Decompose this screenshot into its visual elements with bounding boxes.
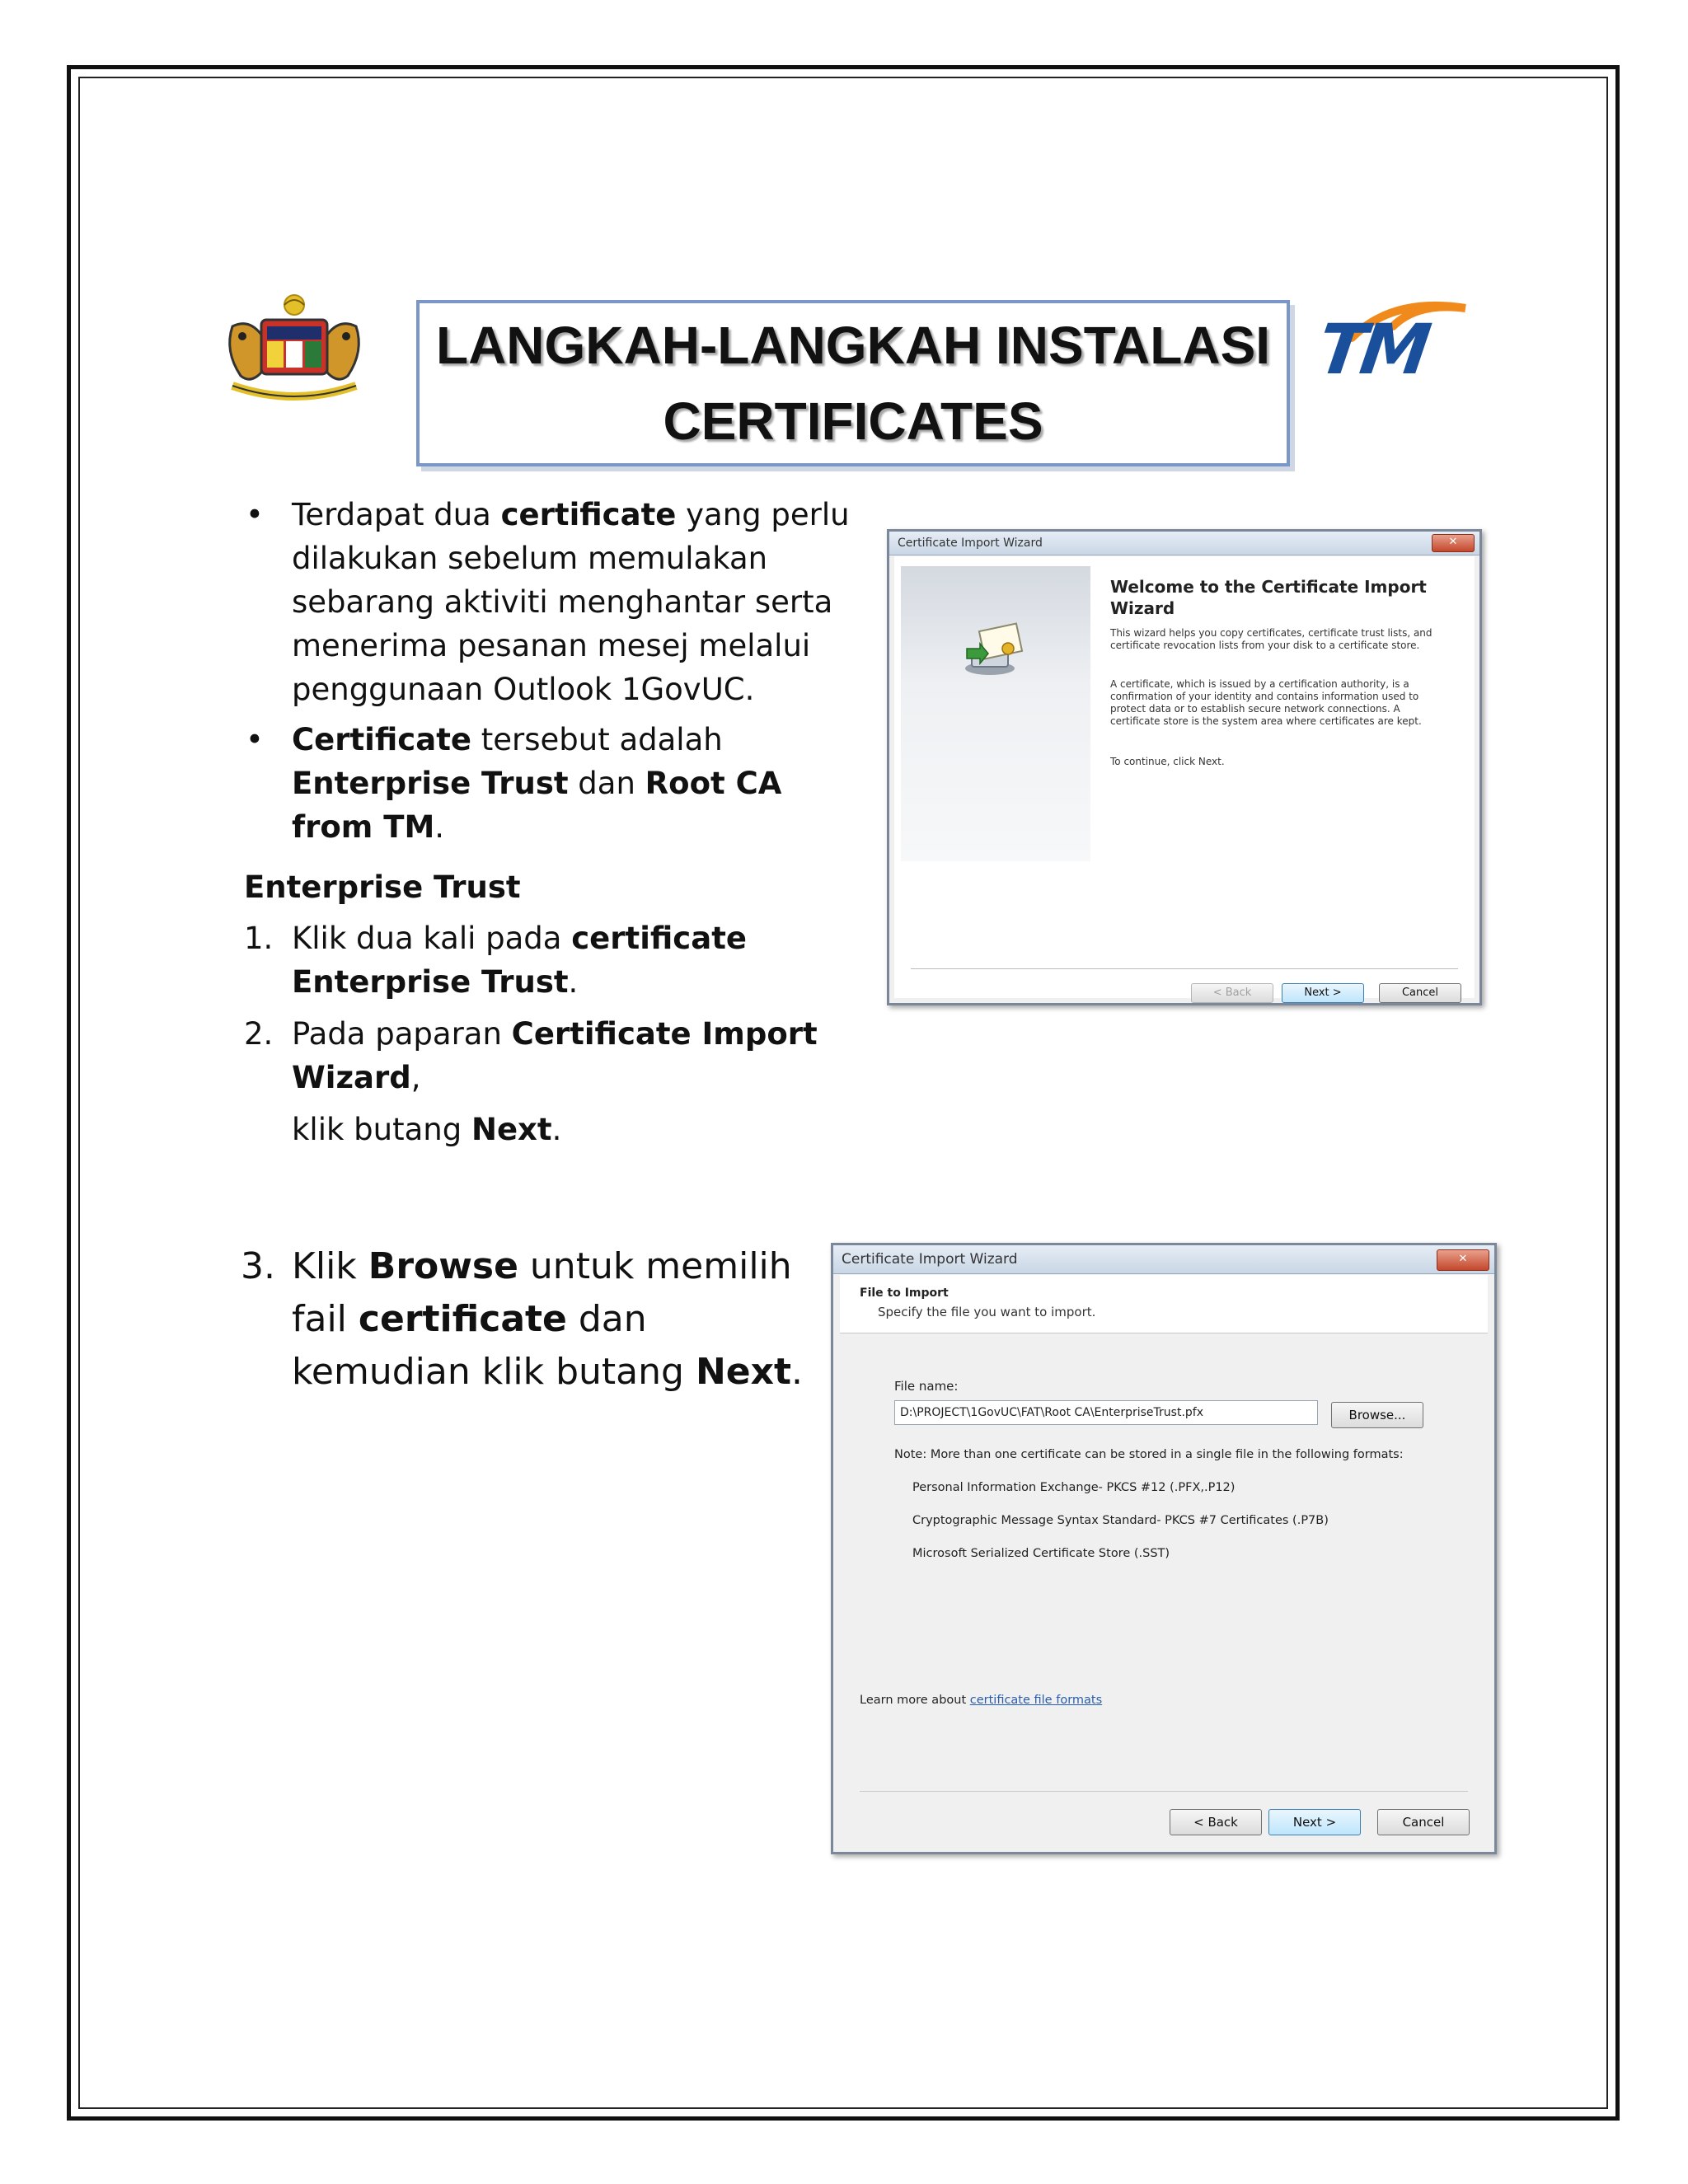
back-button[interactable]: < Back	[1170, 1809, 1262, 1835]
wizard-paragraph: A certificate, which is issued by a certification authority, is a confirmation of your identity and contains information used to protect data or to establish secure network connections. A certificate store is the system area where certificates are kept.	[1110, 678, 1422, 727]
wizard-file-import-window	[831, 1243, 1497, 1854]
cancel-button[interactable]: Cancel	[1377, 1809, 1470, 1835]
intro-bullet: • Certificate tersebut adalah Enterprise Trust dan Root CA from TM.	[246, 722, 782, 845]
file-name-label: File name:	[894, 1379, 959, 1394]
next-button[interactable]: Next >	[1268, 1809, 1361, 1835]
format-item: Cryptographic Message Syntax Standard- PKCS #7 Certificates (.P7B)	[912, 1514, 1329, 1527]
cancel-button[interactable]: Cancel	[1379, 983, 1461, 1003]
divider	[911, 968, 1458, 969]
browse-button[interactable]: Browse...	[1331, 1402, 1423, 1428]
close-icon[interactable]: ✕	[1432, 534, 1475, 552]
file-name-input[interactable]: D:\PROJECT\1GovUC\FAT\Root CA\EnterpriseTrust.pfx	[894, 1400, 1318, 1425]
wizard-paragraph: This wizard helps you copy certificates, certificate trust lists, and certificate revocation lists from your disk to a certificate store.	[1110, 627, 1432, 651]
intro-bullet-list	[239, 493, 865, 855]
window-title: Certificate Import Wizard	[889, 532, 1479, 555]
title-box	[416, 300, 1290, 466]
section-heading: Enterprise Trust	[244, 869, 521, 905]
wizard-header-subtitle: Specify the file you want to import.	[878, 1305, 1096, 1319]
step-item: 1. Klik dua kali pada certificate Enterprise Trust.	[244, 921, 747, 1000]
step-item: 2. Pada paparan Certificate Import Wizard, klik butang Next.	[244, 1016, 818, 1147]
certificate-icon	[960, 621, 1026, 678]
formats-note: Note: More than one certificate can be stored in a single file in the following formats:	[894, 1448, 1404, 1461]
wizard-heading: Welcome to the Certificate Import Wizard	[1110, 577, 1427, 618]
next-button[interactable]: Next >	[1282, 983, 1364, 1003]
wizard-header	[840, 1275, 1488, 1333]
wizard-side-panel	[901, 566, 1090, 861]
window-title: Certificate Import Wizard	[833, 1245, 1494, 1274]
back-button[interactable]: < Back	[1191, 983, 1273, 1003]
wizard-paragraph: To continue, click Next.	[1110, 756, 1225, 767]
format-item: Microsoft Serialized Certificate Store (.SST)	[912, 1547, 1170, 1560]
step-3-text: 3. Klik Browse untuk memilih fail certificate dan kemudian klik butang Next.	[241, 1245, 804, 1393]
malaysia-crest-logo	[216, 293, 373, 409]
wizard-client	[840, 1275, 1488, 1845]
wizard-header-title: File to Import	[860, 1286, 949, 1300]
intro-bullet: • Terdapat dua certificate yang perlu dilakukan sebelum memulakan sebarang aktiviti menghantar serta menerima pesanan mesej melalui penggunaan Outlook 1GovUC.	[246, 497, 850, 707]
steps-list	[244, 916, 870, 1160]
wizard-client	[894, 556, 1475, 998]
tm-logo: TM	[1319, 297, 1467, 379]
close-icon[interactable]: ✕	[1437, 1249, 1489, 1271]
divider	[860, 1791, 1468, 1792]
certificate-file-formats-link[interactable]: certificate file formats	[969, 1694, 1103, 1707]
learn-more-text: Learn more about certificate file formats	[860, 1694, 1103, 1707]
page-title: LANGKAH-LANGKAH INSTALASI CERTIFICATES	[435, 316, 1271, 451]
format-item: Personal Information Exchange- PKCS #12 (.PFX,.P12)	[912, 1481, 1236, 1494]
wizard-welcome-window	[887, 529, 1482, 1005]
